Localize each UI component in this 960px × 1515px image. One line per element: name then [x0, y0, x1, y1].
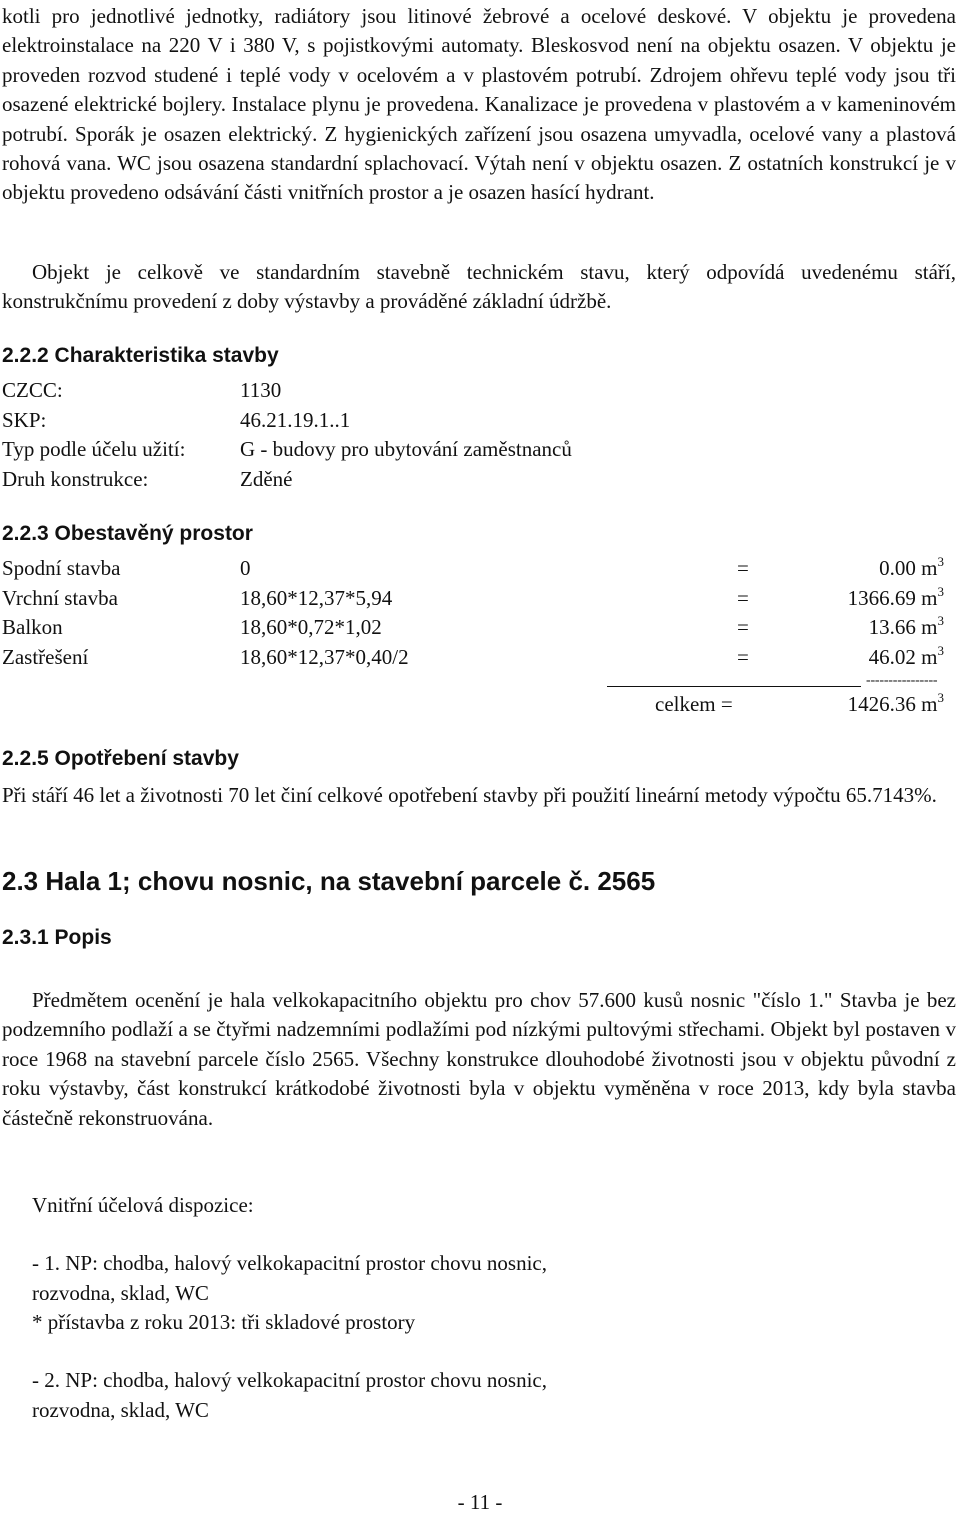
- list-item: * přístavba z roku 2013: tři skladové prostory: [32, 1310, 416, 1335]
- volume-result: 0.00 $m^3$: [879, 554, 944, 580]
- volume-equals: =: [737, 615, 749, 640]
- volume-unit: $m^3$: [921, 583, 944, 610]
- volume-unit: $m^3$: [921, 613, 944, 640]
- total-label: celkem =: [655, 692, 733, 716]
- disposition-label: Vnitřní účelová dispozice:: [32, 1193, 254, 1217]
- list-item: rozvodna, sklad, WC: [32, 1280, 209, 1305]
- volume-result: 13.66 $m^3$: [868, 613, 944, 640]
- disposition-list-1np: [32, 1249, 547, 1338]
- volume-label: Balkon: [2, 615, 63, 640]
- characteristics-value: Zděné: [240, 466, 293, 491]
- intro-paragraph: kotli pro jednotlivé jednotky, radiátory jsou litinové žebrové a ocelové deskové. V objektu je provedena elektroinstalace na 220 V i 380 V, s pojistkovými automaty. Bleskosvod není na objektu osazen. V objektu je proveden rozvod studené i teplé vody v ocelovém a v plastovém potrubí. Zdrojem ohřevu teplé vody jsou tři osazené elektrické bojlery. Instalace plynu je provedena. Kanalizace je provedena v plastovém a v kameninovém potrubí. Sporák je osazen elektrický. Z hygienických zařízení jsou osazena umyvadla, ocelové vany a plastová rohová vana. WC jsou osazena standardní splachovací. Výtah není v objektu osazen. Z ostatních konstrukcí je v objektu provedeno odsávání části vnitřních prostor a je osazen hasící hydrant.: [2, 4, 956, 205]
- volume-unit: $m^3$: [921, 642, 944, 669]
- volume-formula: 18,60*0,72*1,02: [240, 615, 382, 640]
- volume-row: [2, 643, 958, 673]
- volume-equals: =: [737, 585, 749, 610]
- characteristics-row: [2, 465, 572, 495]
- description-paragraph: Předmětem ocenění je hala velkokapacitního objektu pro chov 57.600 kusů nosnic "číslo 1." Stavba je bez podzemního podlaží a se čtyřmi nadzemními podlažími pod nízkými pultovými střechami. Objekt byl postaven v roce 1968 na stavební parcele číslo 2565. Všechny konstrukce dlouhodobé životnosti jsou v objektu původní z roku výstavby, část konstrukcí krátkodobé životnosti byla v objektu vyměněna v roce 2013, kdy byla stavba částečně rekonstruována.: [2, 988, 956, 1130]
- sum-dash-rule: ----------------: [866, 673, 938, 688]
- volume-result: 1366.69 $m^3$: [847, 583, 944, 610]
- volume-equals: =: [737, 556, 749, 580]
- volume-table: [2, 554, 958, 672]
- characteristics-key: CZCC:: [2, 378, 63, 402]
- page-number: - 11 -: [457, 1490, 503, 1514]
- volume-formula: 18,60*12,37*0,40/2: [240, 644, 409, 669]
- condition-paragraph: Objekt je celkově ve standardním stavebně technickém stavu, který odpovídá uvedenému stáří, konstrukčnímu provedení z doby výstavby a prováděné základní údržbě.: [2, 260, 956, 314]
- volume-equals: =: [737, 644, 749, 669]
- volume-formula: 0: [240, 556, 251, 580]
- list-item: - 1. NP: chodba, halový velkokapacitní prostor chovu nosnic,: [32, 1251, 547, 1275]
- characteristics-table: [2, 376, 572, 494]
- heading-2-2-2: 2.2.2 Charakteristika stavby: [2, 344, 279, 367]
- volume-row: [2, 554, 958, 584]
- characteristics-row: [2, 406, 572, 436]
- wear-paragraph: Při stáří 46 let a životnosti 70 let činí celkové opotřebení stavby při použití lineární metody výpočtu 65.7143%.: [2, 783, 937, 807]
- heading-2-2-3: 2.2.3 Obestavěný prostor: [2, 522, 253, 545]
- characteristics-key: Typ podle účelu užití:: [2, 437, 186, 462]
- volume-row: [2, 613, 958, 643]
- volume-label: Zastřešení: [2, 644, 89, 669]
- volume-label: Spodní stavba: [2, 556, 121, 580]
- sum-rule: [607, 686, 861, 687]
- heading-2-3: 2.3 Hala 1; chovu nosnic, na stavební parcele č. 2565: [2, 866, 656, 896]
- heading-2-2-5: 2.2.5 Opotřebení stavby: [2, 747, 239, 770]
- list-item: - 2. NP: chodba, halový velkokapacitní prostor chovu nosnic,: [32, 1368, 547, 1392]
- characteristics-row: [2, 435, 572, 465]
- volume-row: [2, 584, 958, 614]
- characteristics-value: 1130: [240, 378, 282, 402]
- list-item: rozvodna, sklad, WC: [32, 1397, 209, 1422]
- characteristics-key: SKP:: [2, 407, 47, 432]
- volume-result: 46.02 $m^3$: [868, 642, 944, 669]
- volume-unit: $m^3$: [921, 554, 944, 580]
- volume-label: Vrchní stavba: [2, 585, 118, 610]
- disposition-list-2np: [32, 1366, 547, 1425]
- volume-formula: 18,60*12,37*5,94: [240, 585, 393, 610]
- characteristics-value: 46.21.19.1..1: [240, 407, 351, 432]
- heading-2-3-1: 2.3.1 Popis: [2, 926, 112, 949]
- characteristics-row: [2, 376, 572, 406]
- characteristics-value: G - budovy pro ubytování zaměstnanců: [240, 437, 572, 462]
- characteristics-key: Druh konstrukce:: [2, 466, 149, 491]
- total-value: 1426.36 $m^3$: [847, 690, 944, 716]
